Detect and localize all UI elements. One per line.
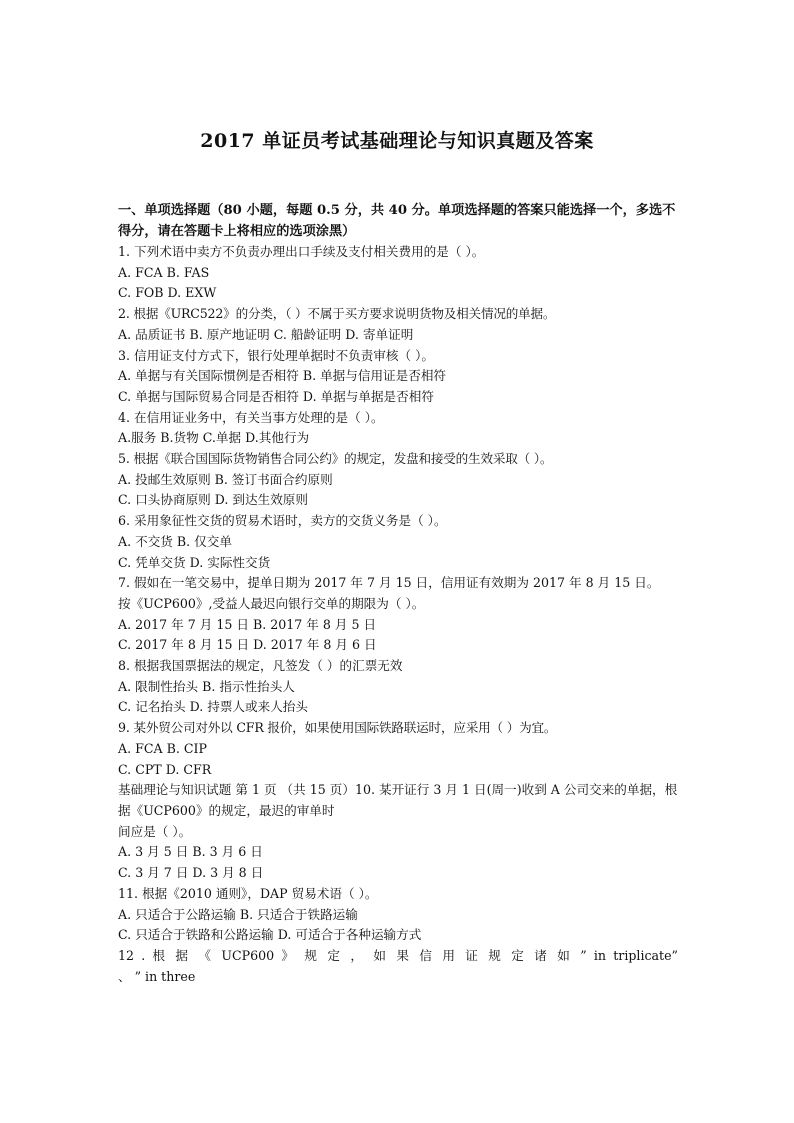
question-line: 5. 根据《联合国国际货物销售合同公约》的规定，发盘和接受的生效采取（ ）。 bbox=[118, 451, 553, 467]
option-line: C. 单据与国际贸易合同是否相符 D. 单据与单据是否相符 bbox=[118, 388, 434, 404]
option-line: C. CPT D. CFR bbox=[118, 761, 212, 777]
document-title: 2017 单证员考试基础理论与知识真题及答案 bbox=[200, 130, 594, 152]
option-line: C. 记名抬头 D. 持票人或来人抬头 bbox=[118, 699, 308, 715]
option-line: A. 限制性抬头 B. 指示性抬头人 bbox=[118, 678, 295, 694]
option-line: A. FCA B. FAS bbox=[118, 264, 210, 280]
option-line: A. 2017 年 7 月 15 日 B. 2017 年 8 月 5 日 bbox=[118, 616, 377, 632]
option-line: A. 只适合于公路运输 B. 只适合于铁路运输 bbox=[118, 906, 358, 922]
option-line: C. 凭单交货 D. 实际性交货 bbox=[118, 554, 271, 570]
question-line: 2. 根据《URC522》的分类，（ ）不属于买方要求说明货物及相关情况的单据。 bbox=[118, 306, 556, 322]
question-line: 6. 采用象征性交货的贸易术语时，卖方的交货义务是（ ）。 bbox=[118, 513, 447, 529]
question-line: 3. 信用证支付方式下，银行处理单据时不负责审核（ ）。 bbox=[118, 347, 434, 363]
question-line: 按《UCP600》,受益人最迟向银行交单的期限为（ ）。 bbox=[118, 595, 425, 611]
question-line: 11. 根据《2010 通则》，DAP 贸易术语（ ）。 bbox=[118, 885, 378, 901]
option-line: A. 投邮生效原则 B. 签订书面合约原则 bbox=[118, 471, 333, 487]
question-line: 1. 下列术语中卖方不负责办理出口手续及支付相关费用的是（ ）。 bbox=[118, 244, 485, 259]
option-line: C. FOB D. EXW bbox=[118, 285, 217, 301]
option-line: A. FCA B. CIP bbox=[118, 740, 207, 756]
option-line: A. 单据与有关国际惯例是否相符 B. 单据与信用证是否相符 bbox=[118, 368, 447, 384]
question-line: 4. 在信用证业务中，有关当事方处理的是（ ）。 bbox=[118, 409, 384, 425]
option-line: C. 2017 年 8 月 15 日 D. 2017 年 8 月 6 日 bbox=[118, 637, 377, 653]
option-line: C. 口头协商原则 D. 到达生效原则 bbox=[118, 492, 308, 508]
document-body bbox=[118, 200, 678, 987]
option-line: A. 品质证书 B. 原产地证明 C. 船龄证明 D. 寄单证明 bbox=[118, 326, 414, 342]
question-line: 9. 某外贸公司对外以 CFR 报价，如果使用国际铁路联运时，应采用（ ）为宜。 bbox=[118, 720, 557, 736]
question-line: 12 . 根 据 《 UCP600 》 规 定 ， 如 果 信 用 证 规 定 诸 如 ” in triplicate” bbox=[118, 947, 678, 963]
question-line: 8. 根据我国票据法的规定，凡签发（ ）的汇票无效 bbox=[118, 658, 403, 674]
question-line: 间应是（ ）。 bbox=[118, 823, 192, 839]
page-footer-question-line: 基础理论与知识试题 第 1 页 （共 15 页）10. 某开证行 3 月 1 日(周一)收到 A 公司交来的单据，根据《UCP600》的规定，最迟的审单时 bbox=[118, 782, 678, 818]
option-line: C. 3 月 7 日 D. 3 月 8 日 bbox=[118, 865, 264, 881]
option-line: A.服务 B.货物 C.单据 D.其他行为 bbox=[118, 430, 310, 446]
question-line: 7. 假如在一笔交易中，提单日期为 2017 年 7 月 15 日，信用证有效期为 2017 年 8 月 15 日。 bbox=[118, 575, 660, 591]
option-line: A. 不交货 B. 仅交单 bbox=[118, 533, 232, 549]
question-line: 、 ” in three bbox=[118, 968, 196, 984]
option-line: A. 3 月 5 日 B. 3 月 6 日 bbox=[118, 844, 263, 860]
section-heading: 一、单项选择题（80 小题，每题 0.5 分，共 40 分。单项选择题的答案只能选择一个，多选不得分，请在答题卡上将相应的选项涂黑） bbox=[118, 203, 676, 239]
option-line: C. 只适合于铁路和公路运输 D. 可适合于各种运输方式 bbox=[118, 927, 422, 943]
